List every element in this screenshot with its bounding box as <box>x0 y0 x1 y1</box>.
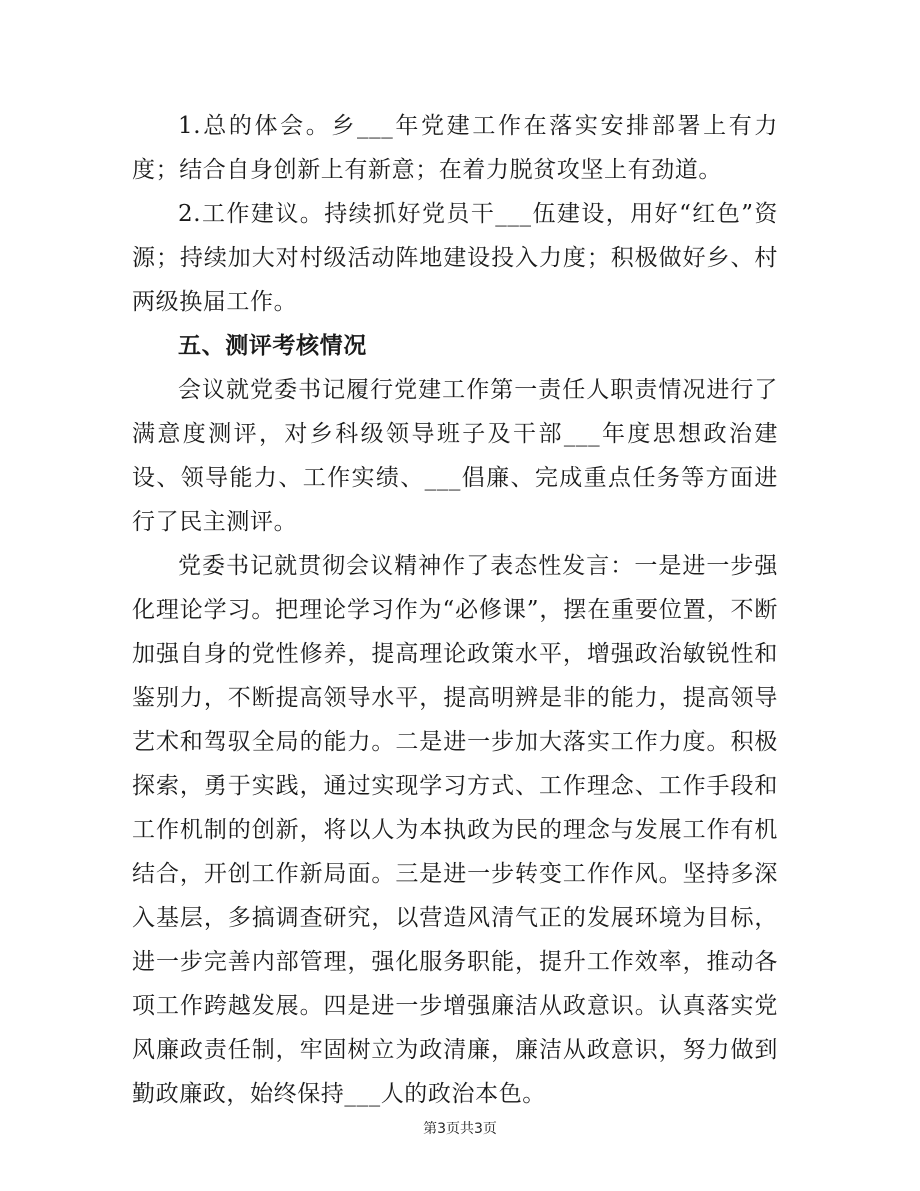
document-body <box>132 104 778 1116</box>
paragraph-speech: 党委书记就贯彻会议精神作了表态性发言：一是进一步强化理论学习。把理论学习作为“必修课”，摆在重要位置，不断加强自身的党性修养，提高理论政策水平，增强政治敏锐性和鉴别力，不断提高领导水平，提高明辨是非的能力，提高领导艺术和驾驭全局的能力。二是进一步加大落实工作力度。积极探索，勇于实践，通过实现学习方式、工作理念、工作手段和工作机制的创新，将以人为本执政为民的理念与发展工作有机结合，开创工作新局面。三是进一步转变工作作风。坚持多深入基层，多搞调查研究，以营造风清气正的发展环境为目标，进一步完善内部管理，强化服务职能，提升工作效率，推动各项工作跨越发展。四是进一步增强廉洁从政意识。认真落实党风廉政责任制，牢固树立为政清廉，廉洁从政意识，努力做到勤政廉政，始终保持___人的政治本色。 <box>132 553 778 1107</box>
paragraph-suggestions: 2.工作建议。持续抓好党员干___伍建设，用好“红色”资源；持续加大对村级活动阵地建设投入力度；积极做好乡、村两级换届工作。 <box>132 201 778 315</box>
paragraph-evaluation: 会议就党委书记履行党建工作第一责任人职责情况进行了满意度测评，对乡科级领导班子及干部___年度思想政治建设、领导能力、工作实绩、___倡廉、完成重点任务等方面进行了民主测评。 <box>132 377 778 535</box>
paragraph-summary: 1.总的体会。乡___年党建工作在落实安排部署上有力度；结合自身创新上有新意；在着力脱贫攻坚上有劲道。 <box>132 113 778 183</box>
page-number: 第3页共3页 <box>423 1121 497 1137</box>
section-heading: 五、测评考核情况 <box>178 332 367 359</box>
